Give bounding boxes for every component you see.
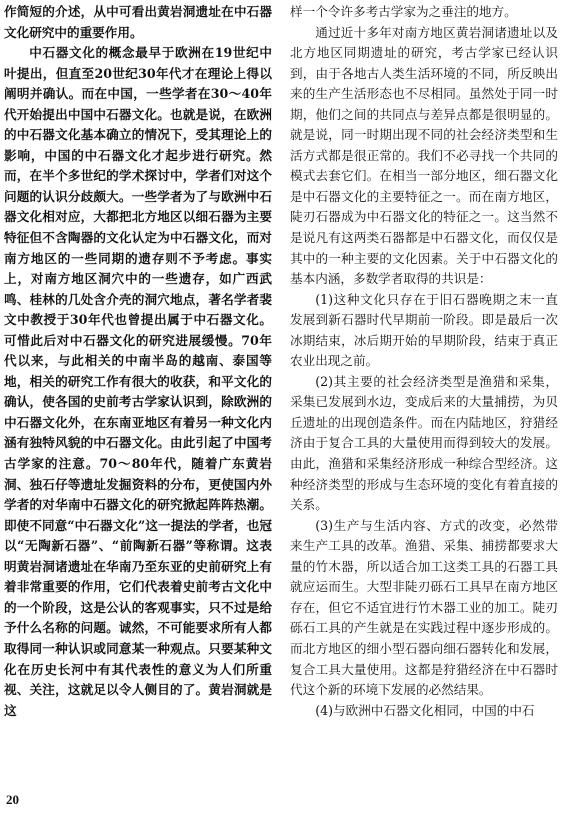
paragraph: 作简短的介述，从中可看出黄岩洞遗址在中石器文化研究中的重要作用。 — [4, 4, 272, 40]
paragraph: (4)与欧洲中石器文化相同，中国的中石 — [315, 702, 535, 718]
page-number: 20 — [6, 792, 19, 807]
paragraph: 通过近十多年对南方地区黄岩洞诸遗址以及北方地区同期遗址的研究，考古学家已经认识到，由于各地古人类生活环境的不同，所反映出来的生产生活形态也不尽相同。虽然处于同一时期，他们之间的共同点与差异点都是很明显的。就是说，同一时期出现不同的社会经济类型和生活方式都是很正常的。我们不必寻找一个共同的模式去套它们。在相当一部分地区，细石器文化是中石器文化的主要特征之一。而在南方地区，陡刃石器成为中石器文化的特征之一。这当然不是说凡有这两类石器都是中石器文化，而仅仅是其中的一种主要的文化因素。关于中石器文化的基本内涵，多数学者取得的共识是： — [290, 24, 558, 287]
paragraph: (2)其主要的社会经济类型是渔猎和采集，采集已发展到水边，变成后来的大量捕捞，为贝丘遗址的出现创造条件。而在内陆地区，狩猎经济由于复合工具的大量使用而得到较大的发展。由此，渔猎和采集经济形成一种综合型经济。这种经济类型的形成与生态环境的变化有着直接的关系。 — [290, 373, 558, 513]
paragraph: (1)这种文化只存在于旧石器晚期之末一直发展到新石器时代早期前一阶段。即是最后一次冰期结束，冰后期开始的早期阶段，结束于真正农业出现之前。 — [290, 291, 558, 369]
right-column — [290, 2, 558, 721]
paragraph: 中石器文化的概念最早于欧洲在19世纪中叶提出，但直至20世纪30年代才在理论上得以阐明并确认。而在中国，一些学者在30～40年代开始提出中国中石器文化。也就是说，在欧洲的中石器文化基本确立的情况下，受其理论上的影响，中国的中石器文化才起步进行研究。然而，在半个多世纪的学术探讨中，学者们对这个问题的认识分歧颇大。一些学者为了与欧洲中石器文化相对应，大都把北方地区以细石器为主要特征但不含陶器的文化认定为中石器文化，而对南方地区的一些同期的遗存则不予考虑。事实上，对南方地区洞穴中的一些遗存，如广西武鸣、桂林的几处含介壳的洞穴地点，著名学者裴文中教授于30年代也曾提出属于中石器文化。可惜此后对中石器文化的研究进展缓慢。70年代以来，与此相关的中南半岛的越南、泰国等地，相关的研究工作有很大的收获，和平文化的确认，使各国的史前考古学家认识到，除欧洲的中石器文化外，在东南亚地区有着另一种文化内涵有独特风貌的中石器文化。由此引起了中国考古学家的注意。70～80年代，随着广东黄岩洞、独石仔等遗址发掘资料的分布，更使国内外学者的对华南中石器文化的研究掀起阵阵热潮。即使不同意“中石器文化”这一提法的学者，也冠以“无陶新石器”、“前陶新石器”等称谓。这表明黄岩洞诸遗址在华南乃至东亚的史前研究上有着非常重要的作用，它们代表着史前考古文化中的一个阶段，这是公认的客观事实，只不过是给予什么名称的问题。诚然，不可能要求所有人都取得同一种认识或同意某一种观点。只要某种文化在历史长河中有其代表性的意义为人们所重视、关注，这就足以令人侧目的了。黄岩洞就是这 — [4, 45, 272, 718]
left-column — [4, 2, 272, 721]
paragraph: 样一个令许多考古学家为之垂注的地方。 — [290, 4, 517, 19]
paragraph: (3)生产与生活内容、方式的改变，必然带来生产工具的改革。渔猎、采集、捕捞都要求大量的竹木器，所以适合加工这类工具的石器工具就应运而生。大型非陡刃砾石工具早在南方地区存在，但它不适宜进行竹木器工业的加工。陡刃砾石工具的产生就是在实践过程中逐步形成的。而北方地区的细小型石器向细石器转化和发展，复合工具大量使用。这都是狩猎经济在中石器时代这个新的环境下发展的必然结果。 — [290, 517, 558, 698]
